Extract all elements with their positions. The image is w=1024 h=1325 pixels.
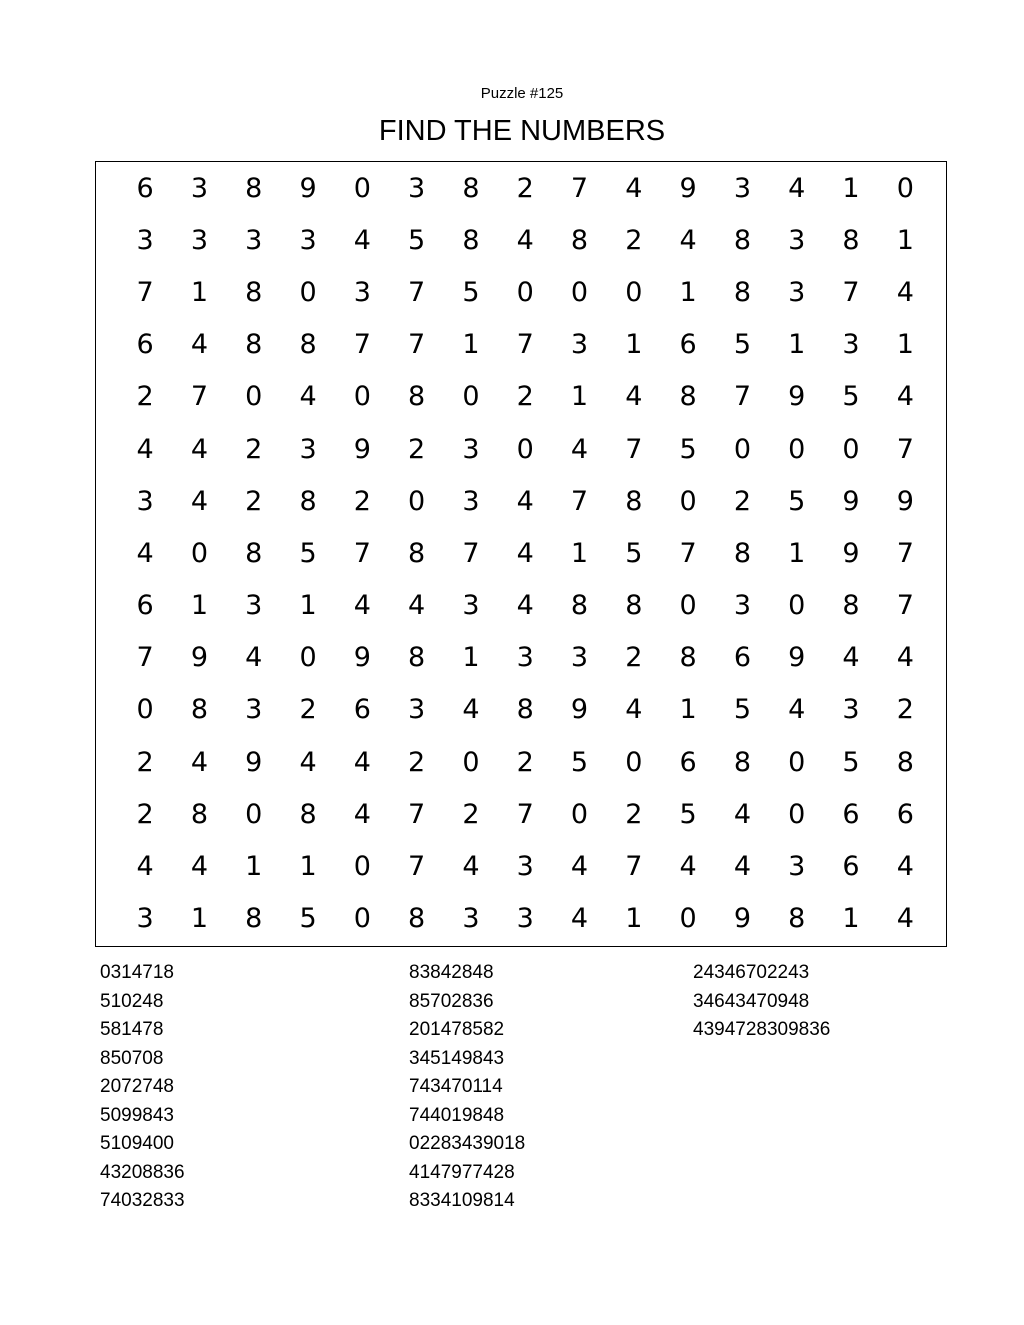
- word-list-item: 5099843: [100, 1104, 174, 1126]
- grid-cell[interactable]: 4: [896, 642, 914, 674]
- grid-cell[interactable]: 0: [190, 537, 209, 569]
- grid-cell[interactable]: 1: [679, 694, 697, 726]
- grid-cell[interactable]: 4: [516, 224, 534, 256]
- grid-cell[interactable]: 9: [896, 485, 914, 517]
- grid-cell[interactable]: 3: [245, 590, 263, 622]
- grid-cell[interactable]: 0: [299, 642, 317, 674]
- grid-cell[interactable]: 4: [788, 172, 806, 204]
- grid-cell[interactable]: 8: [788, 903, 806, 935]
- grid-cell[interactable]: 0: [679, 485, 697, 517]
- word-list-column-3: [693, 959, 830, 1045]
- grid-cell[interactable]: 7: [353, 537, 371, 569]
- grid-cell[interactable]: 8: [570, 590, 589, 622]
- puzzle-number: Puzzle #125: [480, 85, 564, 102]
- grid-cell[interactable]: 4: [245, 642, 263, 674]
- grid-cell[interactable]: 7: [353, 329, 371, 361]
- grid-cell[interactable]: 3: [190, 172, 209, 204]
- grid-cell[interactable]: 4: [353, 798, 371, 830]
- grid-cell[interactable]: 7: [516, 798, 534, 830]
- word-list-item: 2072748: [100, 1076, 174, 1097]
- grid-cell[interactable]: 4: [190, 851, 209, 883]
- word-list-column-1: [100, 959, 185, 1216]
- grid-cell[interactable]: 0: [353, 381, 371, 413]
- grid-cell[interactable]: 8: [679, 642, 697, 674]
- grid-cell[interactable]: 1: [245, 851, 263, 883]
- grid-cell[interactable]: 8: [842, 224, 860, 256]
- grid-cell[interactable]: 0: [679, 590, 697, 622]
- grid-cell[interactable]: 1: [299, 851, 317, 883]
- grid-cell[interactable]: 3: [516, 851, 534, 883]
- grid-cell[interactable]: 1: [625, 329, 643, 361]
- grid-cell[interactable]: 1: [788, 537, 806, 569]
- grid-cell[interactable]: 3: [462, 485, 480, 517]
- grid-cell[interactable]: 8: [190, 798, 209, 830]
- grid-cell[interactable]: 4: [353, 224, 371, 256]
- grid-cell[interactable]: 4: [625, 694, 643, 726]
- grid-cell[interactable]: 3: [353, 276, 371, 308]
- grid-cell[interactable]: 1: [842, 172, 860, 204]
- grid-cell[interactable]: 8: [462, 224, 480, 256]
- grid-cell[interactable]: 0: [788, 590, 806, 622]
- grid-cell[interactable]: 0: [842, 433, 860, 465]
- grid-cell[interactable]: 9: [733, 903, 751, 935]
- grid-cell[interactable]: 5: [570, 746, 589, 778]
- grid-cell[interactable]: 4: [679, 851, 697, 883]
- grid-cell[interactable]: 7: [408, 276, 426, 308]
- word-list-item: 74032833: [100, 1190, 185, 1211]
- grid-cell[interactable]: 9: [842, 485, 860, 517]
- grid-cell[interactable]: 7: [896, 590, 914, 622]
- word-list-item: 24346702243: [693, 962, 810, 983]
- grid-cell[interactable]: 0: [625, 276, 643, 308]
- grid-cell[interactable]: 4: [733, 798, 751, 830]
- grid-cell[interactable]: 1: [896, 224, 914, 256]
- grid-cell[interactable]: 6: [136, 172, 154, 204]
- word-list-item: 85702836: [409, 990, 494, 1012]
- grid-cell[interactable]: 6: [842, 798, 860, 830]
- grid-cell[interactable]: 6: [136, 329, 154, 361]
- grid-cell[interactable]: 3: [408, 694, 426, 726]
- grid-cell[interactable]: 8: [462, 172, 480, 204]
- grid-cell[interactable]: 4: [516, 485, 534, 517]
- grid-cell[interactable]: 4: [896, 381, 914, 413]
- grid-cell[interactable]: 6: [679, 329, 697, 361]
- word-list-item: 510248: [100, 990, 164, 1012]
- grid-cell[interactable]: 8: [190, 694, 209, 726]
- grid-cell[interactable]: 4: [190, 746, 209, 778]
- grid-cell[interactable]: 0: [353, 172, 371, 204]
- puzzle-grid: [118, 162, 932, 945]
- grid-cell[interactable]: 3: [462, 590, 480, 622]
- grid-cell[interactable]: 6: [896, 798, 914, 830]
- grid-cell[interactable]: 5: [842, 746, 860, 778]
- grid-cell[interactable]: 1: [462, 329, 480, 361]
- grid-cell[interactable]: 3: [462, 433, 480, 465]
- grid-cell[interactable]: 9: [842, 537, 860, 569]
- grid-cell[interactable]: 2: [136, 381, 154, 413]
- grid-cell[interactable]: 3: [570, 329, 589, 361]
- grid-cell[interactable]: 0: [245, 381, 263, 413]
- grid-cell[interactable]: 4: [896, 276, 914, 308]
- grid-cell[interactable]: 1: [462, 642, 480, 674]
- grid-cell[interactable]: 8: [245, 276, 263, 308]
- grid-cell[interactable]: 7: [570, 172, 589, 204]
- word-list-item: 850708: [100, 1047, 164, 1069]
- grid-cell[interactable]: 8: [245, 537, 263, 569]
- grid-cell[interactable]: 2: [353, 485, 371, 517]
- grid-cell[interactable]: 8: [570, 224, 589, 256]
- grid-cell[interactable]: 4: [570, 851, 589, 883]
- grid-cell[interactable]: 1: [570, 537, 589, 569]
- grid-cell[interactable]: 2: [516, 172, 534, 204]
- grid-cell[interactable]: 5: [679, 798, 697, 830]
- word-list-item: 345149843: [409, 1047, 505, 1069]
- grid-cell[interactable]: 1: [842, 903, 860, 935]
- grid-cell[interactable]: 3: [733, 172, 751, 204]
- grid-cell[interactable]: 4: [299, 746, 317, 778]
- grid-cell[interactable]: 3: [842, 329, 860, 361]
- grid-cell[interactable]: 8: [408, 642, 426, 674]
- grid-cell[interactable]: 2: [625, 224, 643, 256]
- grid-cell[interactable]: 4: [136, 433, 154, 465]
- grid-cell[interactable]: 3: [245, 694, 263, 726]
- grid-cell[interactable]: 4: [462, 851, 480, 883]
- grid-cell[interactable]: 1: [625, 903, 643, 935]
- grid-cell[interactable]: 4: [570, 433, 589, 465]
- grid-cell[interactable]: 8: [245, 329, 263, 361]
- grid-cell[interactable]: 9: [245, 746, 263, 778]
- grid-cell[interactable]: 3: [516, 642, 534, 674]
- grid-cell[interactable]: 9: [788, 381, 806, 413]
- grid-cell[interactable]: 6: [679, 746, 697, 778]
- grid-cell[interactable]: 1: [896, 329, 914, 361]
- grid-cell[interactable]: 2: [625, 642, 643, 674]
- grid-cell[interactable]: 8: [408, 903, 426, 935]
- grid-cell[interactable]: 3: [570, 642, 589, 674]
- word-list-item: 8334109814: [409, 1190, 515, 1211]
- grid-cell[interactable]: 5: [679, 433, 697, 465]
- grid-cell[interactable]: 4: [842, 642, 860, 674]
- grid-cell[interactable]: 8: [679, 381, 697, 413]
- grid-cell[interactable]: 8: [625, 485, 643, 517]
- grid-cell[interactable]: 3: [788, 276, 806, 308]
- grid-cell[interactable]: 3: [245, 224, 263, 256]
- grid-cell[interactable]: 7: [190, 381, 209, 413]
- grid-cell[interactable]: 8: [299, 798, 317, 830]
- grid-cell[interactable]: 4: [896, 851, 914, 883]
- grid-cell[interactable]: 3: [788, 851, 806, 883]
- grid-cell[interactable]: 1: [570, 381, 589, 413]
- grid-cell[interactable]: 7: [733, 381, 751, 413]
- grid-cell[interactable]: 6: [842, 851, 860, 883]
- grid-cell[interactable]: 8: [625, 590, 643, 622]
- grid-cell[interactable]: 7: [896, 433, 914, 465]
- grid-cell[interactable]: 4: [190, 485, 209, 517]
- grid-cell[interactable]: 8: [408, 537, 426, 569]
- grid-cell[interactable]: 5: [733, 329, 751, 361]
- grid-cell[interactable]: 0: [625, 746, 643, 778]
- grid-cell[interactable]: 4: [136, 851, 154, 883]
- grid-cell[interactable]: 9: [353, 433, 371, 465]
- grid-cell[interactable]: 7: [570, 485, 589, 517]
- grid-cell[interactable]: 8: [245, 903, 263, 935]
- grid-cell[interactable]: 7: [462, 537, 480, 569]
- grid-cell[interactable]: 3: [788, 224, 806, 256]
- grid-cell[interactable]: 3: [408, 172, 426, 204]
- word-list-column-2: [409, 959, 525, 1216]
- grid-cell[interactable]: 4: [299, 381, 317, 413]
- grid-cell[interactable]: 1: [190, 276, 209, 308]
- grid-cell[interactable]: 0: [570, 276, 589, 308]
- grid-cell[interactable]: 3: [516, 903, 534, 935]
- grid-cell[interactable]: 7: [516, 329, 534, 361]
- grid-cell[interactable]: 0: [462, 381, 480, 413]
- word-list-item: 4147977428: [409, 1161, 515, 1183]
- grid-cell[interactable]: 0: [788, 433, 806, 465]
- word-list-item: 744019848: [409, 1104, 505, 1126]
- word-list-item: 0314718: [100, 962, 174, 983]
- grid-cell[interactable]: 2: [896, 694, 914, 726]
- grid-cell[interactable]: 5: [788, 485, 806, 517]
- grid-cell[interactable]: 6: [733, 642, 751, 674]
- grid-cell[interactable]: 0: [896, 172, 914, 204]
- grid-cell[interactable]: 8: [733, 537, 751, 569]
- grid-cell[interactable]: 4: [462, 694, 480, 726]
- grid-cell[interactable]: 8: [733, 746, 751, 778]
- grid-cell[interactable]: 7: [679, 537, 697, 569]
- grid-cell[interactable]: 5: [462, 276, 480, 308]
- grid-cell[interactable]: 5: [408, 224, 426, 256]
- grid-cell[interactable]: 3: [462, 903, 480, 935]
- grid-cell[interactable]: 5: [733, 694, 751, 726]
- grid-cell[interactable]: 4: [353, 746, 371, 778]
- grid-cell[interactable]: 9: [353, 642, 371, 674]
- word-list-item: 201478582: [409, 1019, 505, 1040]
- grid-cell[interactable]: 7: [136, 276, 154, 308]
- grid-cell[interactable]: 3: [299, 224, 317, 256]
- grid-cell[interactable]: 4: [136, 537, 154, 569]
- grid-cell[interactable]: 2: [625, 798, 643, 830]
- grid-cell[interactable]: 5: [299, 537, 317, 569]
- grid-cell[interactable]: 0: [353, 903, 371, 935]
- grid-cell[interactable]: 6: [353, 694, 371, 726]
- grid-cell[interactable]: 4: [516, 537, 534, 569]
- grid-cell[interactable]: 2: [408, 433, 426, 465]
- grid-cell[interactable]: 3: [299, 433, 317, 465]
- grid-cell[interactable]: 2: [136, 798, 154, 830]
- grid-cell[interactable]: 8: [299, 329, 317, 361]
- grid-cell[interactable]: 9: [190, 642, 209, 674]
- grid-cell[interactable]: 5: [842, 381, 860, 413]
- grid-cell[interactable]: 3: [842, 694, 860, 726]
- grid-cell[interactable]: 0: [136, 694, 154, 726]
- grid-cell[interactable]: 7: [408, 798, 426, 830]
- grid-cell[interactable]: 4: [516, 590, 534, 622]
- grid-cell[interactable]: 7: [896, 537, 914, 569]
- grid-cell[interactable]: 5: [625, 537, 643, 569]
- grid-cell[interactable]: 0: [733, 433, 751, 465]
- grid-cell[interactable]: 9: [299, 172, 317, 204]
- grid-cell[interactable]: 2: [462, 798, 480, 830]
- grid-cell[interactable]: 8: [733, 224, 751, 256]
- grid-cell[interactable]: 8: [245, 172, 263, 204]
- grid-cell[interactable]: 4: [625, 172, 643, 204]
- grid-cell[interactable]: 1: [299, 590, 317, 622]
- grid-cell[interactable]: 4: [679, 224, 697, 256]
- grid-cell[interactable]: 4: [353, 590, 371, 622]
- grid-cell[interactable]: 0: [788, 798, 806, 830]
- grid-cell[interactable]: 0: [679, 903, 697, 935]
- grid-cell[interactable]: 3: [136, 903, 154, 935]
- grid-cell[interactable]: 2: [245, 433, 263, 465]
- grid-cell[interactable]: 3: [190, 224, 209, 256]
- grid-cell[interactable]: 2: [516, 746, 534, 778]
- page-title: FIND THE NUMBERS: [378, 115, 666, 147]
- grid-cell[interactable]: 8: [299, 485, 317, 517]
- grid-cell[interactable]: 4: [570, 903, 589, 935]
- grid-cell[interactable]: 2: [299, 694, 317, 726]
- grid-cell[interactable]: 1: [190, 590, 209, 622]
- grid-cell[interactable]: 5: [299, 903, 317, 935]
- word-list-item: 02283439018: [409, 1133, 526, 1154]
- grid-cell[interactable]: 9: [788, 642, 806, 674]
- grid-cell[interactable]: 6: [136, 590, 154, 622]
- grid-cell[interactable]: 8: [896, 746, 914, 778]
- grid-cell[interactable]: 7: [136, 642, 154, 674]
- grid-cell[interactable]: 0: [570, 798, 589, 830]
- puzzle-grid-frame: [95, 161, 947, 947]
- grid-cell[interactable]: 2: [408, 746, 426, 778]
- grid-cell[interactable]: 4: [408, 590, 426, 622]
- grid-cell[interactable]: 3: [136, 224, 154, 256]
- grid-cell[interactable]: 4: [190, 433, 209, 465]
- grid-cell[interactable]: 2: [245, 485, 263, 517]
- word-list-item: 743470114: [409, 1076, 503, 1097]
- grid-cell[interactable]: 0: [245, 798, 263, 830]
- grid-cell[interactable]: 8: [516, 694, 534, 726]
- grid-cell[interactable]: 8: [842, 590, 860, 622]
- grid-cell[interactable]: 0: [788, 746, 806, 778]
- grid-cell[interactable]: 4: [625, 381, 643, 413]
- word-list-item: 83842848: [409, 962, 494, 983]
- grid-cell[interactable]: 8: [408, 381, 426, 413]
- word-list-item: 43208836: [100, 1161, 185, 1183]
- grid-cell[interactable]: 0: [516, 276, 534, 308]
- grid-cell[interactable]: 2: [516, 381, 534, 413]
- grid-cell[interactable]: 0: [353, 851, 371, 883]
- word-list-item: 5109400: [100, 1133, 174, 1154]
- grid-cell[interactable]: 7: [842, 276, 860, 308]
- grid-cell[interactable]: 0: [516, 433, 534, 465]
- grid-cell[interactable]: 0: [462, 746, 480, 778]
- grid-cell[interactable]: 0: [408, 485, 426, 517]
- grid-cell[interactable]: 0: [299, 276, 317, 308]
- grid-cell[interactable]: 1: [788, 329, 806, 361]
- grid-cell[interactable]: 4: [896, 903, 914, 935]
- grid-cell[interactable]: 2: [136, 746, 154, 778]
- grid-cell[interactable]: 1: [679, 276, 697, 308]
- grid-cell[interactable]: 4: [788, 694, 806, 726]
- word-list-item: 4394728309836: [693, 1019, 831, 1040]
- word-list-item: 581478: [100, 1019, 164, 1040]
- grid-cell[interactable]: 7: [625, 851, 643, 883]
- word-list-item: 34643470948: [693, 990, 810, 1012]
- grid-cell[interactable]: 7: [408, 851, 426, 883]
- grid-cell[interactable]: 8: [733, 276, 751, 308]
- grid-cell[interactable]: 7: [408, 329, 426, 361]
- grid-cell[interactable]: 9: [570, 694, 589, 726]
- grid-cell[interactable]: 4: [733, 851, 751, 883]
- grid-cell[interactable]: 1: [190, 903, 209, 935]
- grid-cell[interactable]: 3: [733, 590, 751, 622]
- grid-cell[interactable]: 9: [679, 172, 697, 204]
- grid-cell[interactable]: 3: [136, 485, 154, 517]
- grid-cell[interactable]: 4: [190, 329, 209, 361]
- grid-cell[interactable]: 2: [733, 485, 751, 517]
- grid-cell[interactable]: 7: [625, 433, 643, 465]
